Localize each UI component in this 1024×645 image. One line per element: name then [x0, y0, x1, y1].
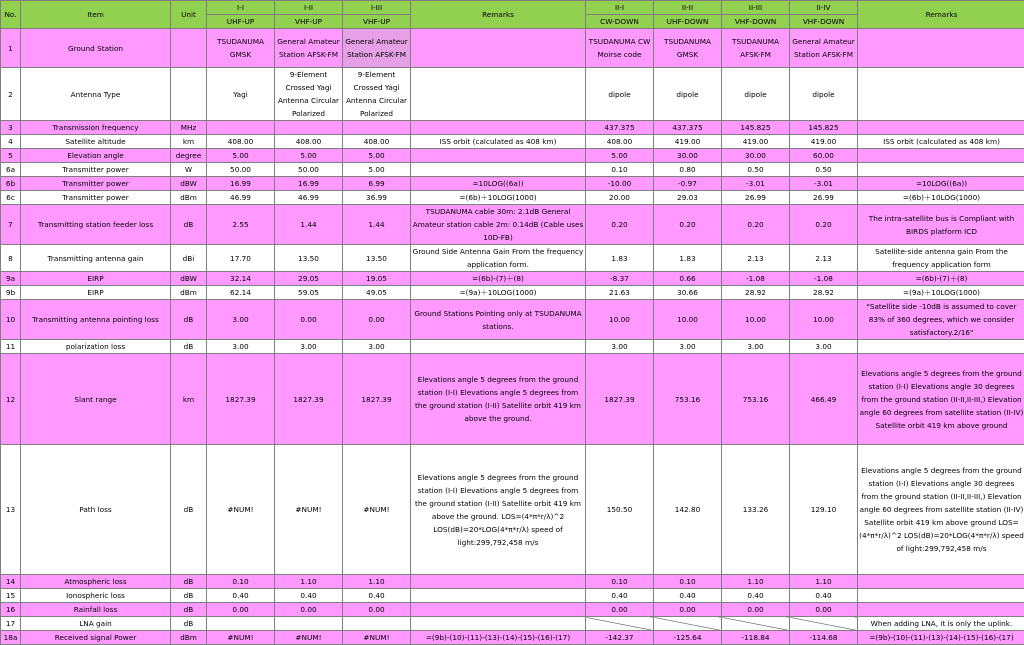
downlink-value-cell[interactable]: 3.00 [790, 340, 858, 354]
row-number-cell[interactable]: 2 [1, 68, 21, 121]
header-no[interactable]: No. [1, 1, 21, 29]
uplink-value-cell[interactable]: 0.40 [343, 589, 411, 603]
item-cell[interactable]: Ground Station [21, 29, 171, 68]
downlink-value-cell[interactable]: dipole [586, 68, 654, 121]
uplink-remarks-cell[interactable]: =(6b)＋10LOG(1000) [411, 191, 586, 205]
uplink-value-cell[interactable]: 46.99 [207, 191, 275, 205]
downlink-remarks-cell[interactable]: Elevations angle 5 degrees from the ground station (I-I) Elevations angle 30 degrees from the ground station (II-II,II-III,) Elevation angle 60 degrees from satellite station (II-IV) Satellite orbit 419 km above ground [858, 354, 1024, 445]
downlink-value-cell[interactable]: 437.375 [586, 121, 654, 135]
downlink-value-cell[interactable]: 0.40 [586, 589, 654, 603]
downlink-value-cell[interactable]: 1.83 [654, 245, 722, 272]
uplink-remarks-cell[interactable]: Elevations angle 5 degrees from the ground station (I-I) Elevations angle 5 degrees from the ground station (I-II) Satellite orbit 419 km above the ground. [411, 354, 586, 445]
uplink-remarks-cell[interactable] [411, 617, 586, 631]
uplink-value-cell[interactable]: 0.00 [343, 603, 411, 617]
header-col-band[interactable]: CW-DOWN [586, 15, 654, 29]
downlink-value-cell[interactable]: -142.37 [586, 631, 654, 645]
table-row [1, 286, 1024, 300]
downlink-remarks-cell[interactable] [858, 121, 1024, 135]
downlink-value-cell[interactable]: -1.08 [722, 272, 790, 286]
uplink-value-cell[interactable]: 3.00 [207, 340, 275, 354]
unit-cell[interactable]: dBW [171, 177, 207, 191]
item-cell[interactable]: Transmitting antenna pointing loss [21, 300, 171, 340]
downlink-value-cell[interactable]: 28.92 [790, 286, 858, 300]
item-cell[interactable]: Elevation angle [21, 149, 171, 163]
unit-cell[interactable] [171, 68, 207, 121]
uplink-value-cell[interactable]: #NUM! [275, 445, 343, 575]
uplink-value-cell[interactable]: General Amateur Station AFSK-FM [275, 29, 343, 68]
unit-cell[interactable]: degree [171, 149, 207, 163]
downlink-value-cell[interactable]: 419.00 [654, 135, 722, 149]
uplink-value-cell[interactable]: #NUM! [207, 445, 275, 575]
uplink-value-cell[interactable]: 1827.39 [207, 354, 275, 445]
header-col-id[interactable]: I-III [343, 1, 411, 15]
unit-cell[interactable]: dB [171, 445, 207, 575]
unit-cell[interactable]: dBi [171, 245, 207, 272]
uplink-value-cell[interactable] [343, 121, 411, 135]
downlink-value-cell[interactable]: 10.00 [790, 300, 858, 340]
unit-cell[interactable]: dB [171, 300, 207, 340]
downlink-value-cell[interactable] [790, 617, 858, 631]
unit-cell[interactable]: km [171, 135, 207, 149]
header-col-band[interactable]: VHF-UP [343, 15, 411, 29]
uplink-value-cell[interactable] [207, 121, 275, 135]
header-col-id[interactable]: I-II [275, 1, 343, 15]
downlink-remarks-cell[interactable]: ISS orbit (calculated as 408 km) [858, 135, 1024, 149]
downlink-remarks-cell[interactable] [858, 340, 1024, 354]
downlink-remarks-cell[interactable] [858, 149, 1024, 163]
header-col-id[interactable]: II-I [586, 1, 654, 15]
downlink-value-cell[interactable]: 0.00 [790, 603, 858, 617]
downlink-value-cell[interactable]: -1.08 [790, 272, 858, 286]
row-number-cell[interactable]: 8 [1, 245, 21, 272]
uplink-value-cell[interactable]: 19.05 [343, 272, 411, 286]
uplink-remarks-cell[interactable] [411, 29, 586, 68]
downlink-value-cell[interactable]: -0.97 [654, 177, 722, 191]
downlink-value-cell[interactable]: dipole [654, 68, 722, 121]
downlink-value-cell[interactable]: 3.00 [722, 340, 790, 354]
downlink-value-cell[interactable]: 10.00 [586, 300, 654, 340]
item-cell[interactable]: EIRP [21, 286, 171, 300]
item-cell[interactable]: Received signal Power [21, 631, 171, 645]
downlink-value-cell[interactable]: 10.00 [654, 300, 722, 340]
uplink-value-cell[interactable]: 1.44 [275, 205, 343, 245]
downlink-value-cell[interactable]: 0.00 [586, 603, 654, 617]
downlink-value-cell[interactable]: -3.01 [722, 177, 790, 191]
downlink-value-cell[interactable]: 30.00 [722, 149, 790, 163]
uplink-remarks-cell[interactable]: TSUDANUMA cable 30m: 2.1dB General Amateur station cable 2m: 0.14dB (Cable uses 10D-FB) [411, 205, 586, 245]
uplink-value-cell[interactable]: 0.00 [275, 603, 343, 617]
downlink-remarks-cell[interactable]: When adding LNA, it is only the uplink. [858, 617, 1024, 631]
uplink-value-cell[interactable]: 49.05 [343, 286, 411, 300]
row-number-cell[interactable]: 13 [1, 445, 21, 575]
header-col-id[interactable]: II-II [654, 1, 722, 15]
row-number-cell[interactable]: 6c [1, 191, 21, 205]
unit-cell[interactable]: dBm [171, 286, 207, 300]
uplink-value-cell[interactable]: 408.00 [343, 135, 411, 149]
uplink-remarks-cell[interactable]: Ground Stations Pointing only at TSUDANUMA stations. [411, 300, 586, 340]
uplink-value-cell[interactable]: 13.50 [275, 245, 343, 272]
downlink-value-cell[interactable]: 0.50 [722, 163, 790, 177]
table-row [1, 272, 1024, 286]
downlink-value-cell[interactable]: 0.80 [654, 163, 722, 177]
uplink-value-cell[interactable]: 16.99 [207, 177, 275, 191]
uplink-value-cell[interactable]: 50.00 [275, 163, 343, 177]
unit-cell[interactable]: dB [171, 617, 207, 631]
downlink-value-cell[interactable]: 437.375 [654, 121, 722, 135]
unit-cell[interactable]: dB [171, 575, 207, 589]
downlink-value-cell[interactable]: 0.20 [654, 205, 722, 245]
downlink-remarks-cell[interactable]: =(6b)-(7)＋(8) [858, 272, 1024, 286]
row-number-cell[interactable]: 10 [1, 300, 21, 340]
downlink-value-cell[interactable] [722, 617, 790, 631]
row-number-cell[interactable]: 12 [1, 354, 21, 445]
item-cell[interactable]: LNA gain [21, 617, 171, 631]
downlink-value-cell[interactable]: 0.20 [722, 205, 790, 245]
uplink-value-cell[interactable]: 5.00 [343, 163, 411, 177]
uplink-value-cell[interactable]: 5.00 [275, 149, 343, 163]
downlink-value-cell[interactable]: 0.10 [654, 575, 722, 589]
downlink-value-cell[interactable]: 28.92 [722, 286, 790, 300]
uplink-value-cell[interactable]: 0.00 [275, 300, 343, 340]
downlink-value-cell[interactable]: TSUDANUMA AFSK-FM [722, 29, 790, 68]
downlink-remarks-cell[interactable]: =(9b)-(10)-(11)-(13)-(14)-(15)-(16)-(17) [858, 631, 1024, 645]
uplink-value-cell[interactable]: 16.99 [275, 177, 343, 191]
uplink-remarks-cell[interactable]: ISS orbit (calculated as 408 km) [411, 135, 586, 149]
header-col-id[interactable]: II-IV [790, 1, 858, 15]
item-cell[interactable]: Path loss [21, 445, 171, 575]
downlink-value-cell[interactable]: 2.13 [790, 245, 858, 272]
item-cell[interactable]: Slant range [21, 354, 171, 445]
uplink-value-cell[interactable] [275, 617, 343, 631]
downlink-value-cell[interactable] [654, 617, 722, 631]
downlink-value-cell[interactable]: 0.10 [586, 163, 654, 177]
row-number-cell[interactable]: 18a [1, 631, 21, 645]
downlink-value-cell[interactable] [586, 617, 654, 631]
downlink-value-cell[interactable]: 0.40 [654, 589, 722, 603]
uplink-value-cell[interactable]: 1827.39 [343, 354, 411, 445]
downlink-remarks-cell[interactable] [858, 68, 1024, 121]
table-row [1, 603, 1024, 617]
downlink-value-cell[interactable]: 3.00 [654, 340, 722, 354]
uplink-value-cell[interactable]: Yagi [207, 68, 275, 121]
table-row [1, 68, 1024, 121]
header-col-band[interactable]: UHF-UP [207, 15, 275, 29]
downlink-value-cell[interactable]: 142.80 [654, 445, 722, 575]
item-cell[interactable]: polarization loss [21, 340, 171, 354]
downlink-value-cell[interactable]: 150.50 [586, 445, 654, 575]
downlink-value-cell[interactable]: dipole [722, 68, 790, 121]
uplink-remarks-cell[interactable] [411, 603, 586, 617]
uplink-value-cell[interactable]: 1827.39 [275, 354, 343, 445]
downlink-value-cell[interactable]: 30.66 [654, 286, 722, 300]
sheet-body [1, 29, 1024, 645]
downlink-value-cell[interactable]: 20.00 [586, 191, 654, 205]
item-cell[interactable]: Transmitting antenna gain [21, 245, 171, 272]
uplink-value-cell[interactable]: 1.10 [343, 575, 411, 589]
unit-cell[interactable]: dBm [171, 191, 207, 205]
uplink-value-cell[interactable]: 9-Element Crossed Yagi Antenna Circular Polarized [275, 68, 343, 121]
unit-cell[interactable]: dB [171, 205, 207, 245]
table-row [1, 617, 1024, 631]
uplink-value-cell[interactable]: 46.99 [275, 191, 343, 205]
uplink-value-cell[interactable]: 13.50 [343, 245, 411, 272]
table-row [1, 575, 1024, 589]
downlink-value-cell[interactable]: 3.00 [586, 340, 654, 354]
header-col-band[interactable]: UHF-DOWN [654, 15, 722, 29]
table-row [1, 445, 1024, 575]
uplink-value-cell[interactable]: #NUM! [207, 631, 275, 645]
table-row [1, 149, 1024, 163]
row-number-cell[interactable]: 15 [1, 589, 21, 603]
item-cell[interactable]: EIRP [21, 272, 171, 286]
uplink-remarks-cell[interactable] [411, 589, 586, 603]
uplink-remarks-cell[interactable] [411, 163, 586, 177]
uplink-value-cell[interactable]: #NUM! [343, 631, 411, 645]
table-row [1, 631, 1024, 645]
downlink-value-cell[interactable]: 0.20 [586, 205, 654, 245]
unit-cell[interactable]: km [171, 354, 207, 445]
unit-cell[interactable]: dB [171, 589, 207, 603]
table-row [1, 205, 1024, 245]
row-number-cell[interactable]: 7 [1, 205, 21, 245]
uplink-remarks-cell[interactable] [411, 68, 586, 121]
uplink-value-cell[interactable]: 5.00 [207, 149, 275, 163]
downlink-value-cell[interactable]: 408.00 [586, 135, 654, 149]
downlink-remarks-cell[interactable]: Satellite-side antenna gain From the frequency application form [858, 245, 1024, 272]
uplink-value-cell[interactable]: 36.99 [343, 191, 411, 205]
downlink-value-cell[interactable]: 1.83 [586, 245, 654, 272]
downlink-value-cell[interactable]: 0.66 [654, 272, 722, 286]
table-row [1, 29, 1024, 68]
uplink-value-cell[interactable]: 1.44 [343, 205, 411, 245]
downlink-remarks-cell[interactable]: =(9a)＋10LOG(1000) [858, 286, 1024, 300]
row-number-cell[interactable]: 3 [1, 121, 21, 135]
uplink-value-cell[interactable]: 17.70 [207, 245, 275, 272]
downlink-value-cell[interactable]: 60.00 [790, 149, 858, 163]
downlink-value-cell[interactable]: 0.40 [790, 589, 858, 603]
row-number-cell[interactable]: 14 [1, 575, 21, 589]
downlink-value-cell[interactable]: 0.40 [722, 589, 790, 603]
downlink-value-cell[interactable]: 0.20 [790, 205, 858, 245]
uplink-value-cell[interactable]: 59.05 [275, 286, 343, 300]
downlink-value-cell[interactable]: 419.00 [790, 135, 858, 149]
downlink-value-cell[interactable]: 26.99 [790, 191, 858, 205]
downlink-value-cell[interactable]: 466.49 [790, 354, 858, 445]
uplink-value-cell[interactable]: 3.00 [207, 300, 275, 340]
uplink-remarks-cell[interactable]: =(9a)＋10LOG(1000) [411, 286, 586, 300]
downlink-value-cell[interactable]: 0.10 [586, 575, 654, 589]
uplink-value-cell[interactable]: 29.05 [275, 272, 343, 286]
header-remarks-down[interactable]: Remarks [858, 1, 1024, 29]
uplink-remarks-cell[interactable] [411, 575, 586, 589]
downlink-remarks-cell[interactable] [858, 29, 1024, 68]
downlink-value-cell[interactable]: 753.16 [722, 354, 790, 445]
table-row [1, 300, 1024, 340]
downlink-value-cell[interactable]: 145.825 [722, 121, 790, 135]
table-row [1, 177, 1024, 191]
uplink-value-cell[interactable]: 0.00 [343, 300, 411, 340]
header-col-band[interactable]: VHF-UP [275, 15, 343, 29]
downlink-remarks-cell[interactable]: Elevations angle 5 degrees from the ground station (I-I) Elevations angle 30 degrees from the ground station (II-II,II-III,) Elevation angle 60 degrees from satellite station (II-IV) Satellite orbit 419 km above ground LOS=(4*π*r/λ)^2 LOS(dB)=20*LOG(4*π*r/λ) speed of light:299,792,458 m/s [858, 445, 1024, 575]
uplink-value-cell[interactable]: 9-Element Crossed Yagi Antenna Circular Polarized [343, 68, 411, 121]
item-cell[interactable]: Transmitting station feeder loss [21, 205, 171, 245]
downlink-value-cell[interactable]: -8.37 [586, 272, 654, 286]
table-row [1, 354, 1024, 445]
downlink-value-cell[interactable]: 753.16 [654, 354, 722, 445]
row-number-cell[interactable]: 4 [1, 135, 21, 149]
header-col-band[interactable]: VHF-DOWN [790, 15, 858, 29]
uplink-value-cell[interactable]: 0.40 [275, 589, 343, 603]
unit-cell[interactable]: dB [171, 603, 207, 617]
downlink-remarks-cell[interactable]: "Satellite side -10dB is assumed to cover 83% of 360 degrees, which we consider satisfactory.2/16" [858, 300, 1024, 340]
uplink-remarks-cell[interactable]: =(6b)-(7)＋(8) [411, 272, 586, 286]
downlink-value-cell[interactable]: 0.00 [722, 603, 790, 617]
downlink-value-cell[interactable]: 129.10 [790, 445, 858, 575]
downlink-value-cell[interactable]: 145.825 [790, 121, 858, 135]
uplink-value-cell[interactable]: 6.99 [343, 177, 411, 191]
table-row [1, 245, 1024, 272]
row-number-cell[interactable]: 5 [1, 149, 21, 163]
uplink-value-cell[interactable]: 1.10 [275, 575, 343, 589]
item-cell[interactable]: Transmitter power [21, 177, 171, 191]
item-cell[interactable]: Satellite altitude [21, 135, 171, 149]
uplink-value-cell[interactable] [207, 617, 275, 631]
uplink-value-cell[interactable]: 62.14 [207, 286, 275, 300]
downlink-value-cell[interactable]: 30.00 [654, 149, 722, 163]
uplink-value-cell[interactable]: 50.00 [207, 163, 275, 177]
uplink-value-cell[interactable]: 32.14 [207, 272, 275, 286]
uplink-value-cell[interactable] [343, 617, 411, 631]
unit-cell[interactable] [171, 29, 207, 68]
uplink-remarks-cell[interactable] [411, 340, 586, 354]
uplink-remarks-cell[interactable] [411, 149, 586, 163]
downlink-value-cell[interactable]: 419.00 [722, 135, 790, 149]
uplink-value-cell[interactable]: 408.00 [275, 135, 343, 149]
uplink-value-cell[interactable]: #NUM! [343, 445, 411, 575]
unit-cell[interactable]: dBm [171, 631, 207, 645]
unit-cell[interactable]: dB [171, 340, 207, 354]
downlink-remarks-cell[interactable] [858, 603, 1024, 617]
uplink-value-cell[interactable]: #NUM! [275, 631, 343, 645]
item-cell[interactable]: Ionospheric loss [21, 589, 171, 603]
row-number-cell[interactable]: 6a [1, 163, 21, 177]
downlink-value-cell[interactable]: 21.63 [586, 286, 654, 300]
downlink-value-cell[interactable]: -125.64 [654, 631, 722, 645]
downlink-remarks-cell[interactable] [858, 163, 1024, 177]
table-row [1, 191, 1024, 205]
table-row [1, 163, 1024, 177]
uplink-value-cell[interactable]: 5.00 [343, 149, 411, 163]
downlink-value-cell[interactable]: -3.01 [790, 177, 858, 191]
row-number-cell[interactable]: 17 [1, 617, 21, 631]
item-cell[interactable]: Rainfall loss [21, 603, 171, 617]
uplink-value-cell[interactable]: 3.00 [343, 340, 411, 354]
uplink-remarks-cell[interactable]: Elevations angle 5 degrees from the ground station (I-I) Elevations angle 5 degrees from the ground station (I-II) Satellite orbit 419 km above the ground. LOS=(4*π*r/λ)^2 LOS(dB)=20*LOG(4*π*r/λ) speed of light:299,792,458 m/s [411, 445, 586, 575]
unit-cell[interactable]: MHz [171, 121, 207, 135]
downlink-value-cell[interactable]: 133.26 [722, 445, 790, 575]
downlink-value-cell[interactable]: TSUDANUMA CW Moirse code [586, 29, 654, 68]
downlink-value-cell[interactable]: 2.13 [722, 245, 790, 272]
table-row [1, 135, 1024, 149]
unit-cell[interactable]: dBW [171, 272, 207, 286]
downlink-value-cell[interactable]: dipole [790, 68, 858, 121]
header-col-id[interactable]: II-III [722, 1, 790, 15]
item-cell[interactable]: Transmission frequency [21, 121, 171, 135]
uplink-value-cell[interactable] [275, 121, 343, 135]
header-col-band[interactable]: VHF-DOWN [722, 15, 790, 29]
item-cell[interactable]: Transmitter power [21, 163, 171, 177]
item-cell[interactable]: Atmospheric loss [21, 575, 171, 589]
downlink-value-cell[interactable]: -114.68 [790, 631, 858, 645]
downlink-value-cell[interactable]: 10.00 [722, 300, 790, 340]
item-cell[interactable]: Antenna Type [21, 68, 171, 121]
row-number-cell[interactable]: 6b [1, 177, 21, 191]
downlink-value-cell[interactable]: 0.50 [790, 163, 858, 177]
downlink-value-cell[interactable]: 1827.39 [586, 354, 654, 445]
downlink-value-cell[interactable]: 26.99 [722, 191, 790, 205]
downlink-remarks-cell[interactable]: =(6b)＋10LOG(1000) [858, 191, 1024, 205]
downlink-value-cell[interactable]: 1.10 [722, 575, 790, 589]
downlink-value-cell[interactable]: TSUDANUMA GMSK [654, 29, 722, 68]
header-item[interactable]: Item [21, 1, 171, 29]
downlink-remarks-cell[interactable]: The intra-satellite bus is Compliant with BIRDS platform ICD [858, 205, 1024, 245]
header-unit[interactable]: Unit [171, 1, 207, 29]
uplink-value-cell[interactable]: 2.55 [207, 205, 275, 245]
uplink-value-cell[interactable]: 3.00 [275, 340, 343, 354]
downlink-value-cell[interactable]: -10.00 [586, 177, 654, 191]
uplink-remarks-cell[interactable] [411, 121, 586, 135]
unit-cell[interactable]: W [171, 163, 207, 177]
row-number-cell[interactable]: 1 [1, 29, 21, 68]
row-number-cell[interactable]: 11 [1, 340, 21, 354]
uplink-value-cell[interactable]: General Amateur Station AFSK-FM [343, 29, 411, 68]
table-row [1, 589, 1024, 603]
downlink-value-cell[interactable]: 0.00 [654, 603, 722, 617]
uplink-value-cell[interactable]: TSUDANUMA GMSK [207, 29, 275, 68]
uplink-value-cell[interactable]: 408.00 [207, 135, 275, 149]
downlink-value-cell[interactable]: General Amateur Station AFSK-FM [790, 29, 858, 68]
table-row [1, 121, 1024, 135]
downlink-remarks-cell[interactable] [858, 589, 1024, 603]
row-number-cell[interactable]: 9a [1, 272, 21, 286]
row-number-cell[interactable]: 16 [1, 603, 21, 617]
downlink-value-cell[interactable]: 5.00 [586, 149, 654, 163]
downlink-value-cell[interactable]: -118.84 [722, 631, 790, 645]
uplink-value-cell[interactable]: 0.10 [207, 575, 275, 589]
uplink-remarks-cell[interactable]: =(9b)-(10)-(11)-(13)-(14)-(15)-(16)-(17) [411, 631, 586, 645]
row-number-cell[interactable]: 9b [1, 286, 21, 300]
item-cell[interactable]: Transmitter power [21, 191, 171, 205]
header-col-id[interactable]: I-I [207, 1, 275, 15]
header-remarks-up[interactable]: Remarks [411, 1, 586, 29]
uplink-remarks-cell[interactable]: Ground Side Antenna Gain From the frequency application form. [411, 245, 586, 272]
downlink-value-cell[interactable]: 29.03 [654, 191, 722, 205]
uplink-remarks-cell[interactable]: =10LOG((6a)) [411, 177, 586, 191]
table-row [1, 340, 1024, 354]
downlink-value-cell[interactable]: 1.10 [790, 575, 858, 589]
uplink-value-cell[interactable]: 0.40 [207, 589, 275, 603]
uplink-value-cell[interactable]: 0.00 [207, 603, 275, 617]
downlink-remarks-cell[interactable]: =10LOG((6a)) [858, 177, 1024, 191]
downlink-remarks-cell[interactable] [858, 575, 1024, 589]
